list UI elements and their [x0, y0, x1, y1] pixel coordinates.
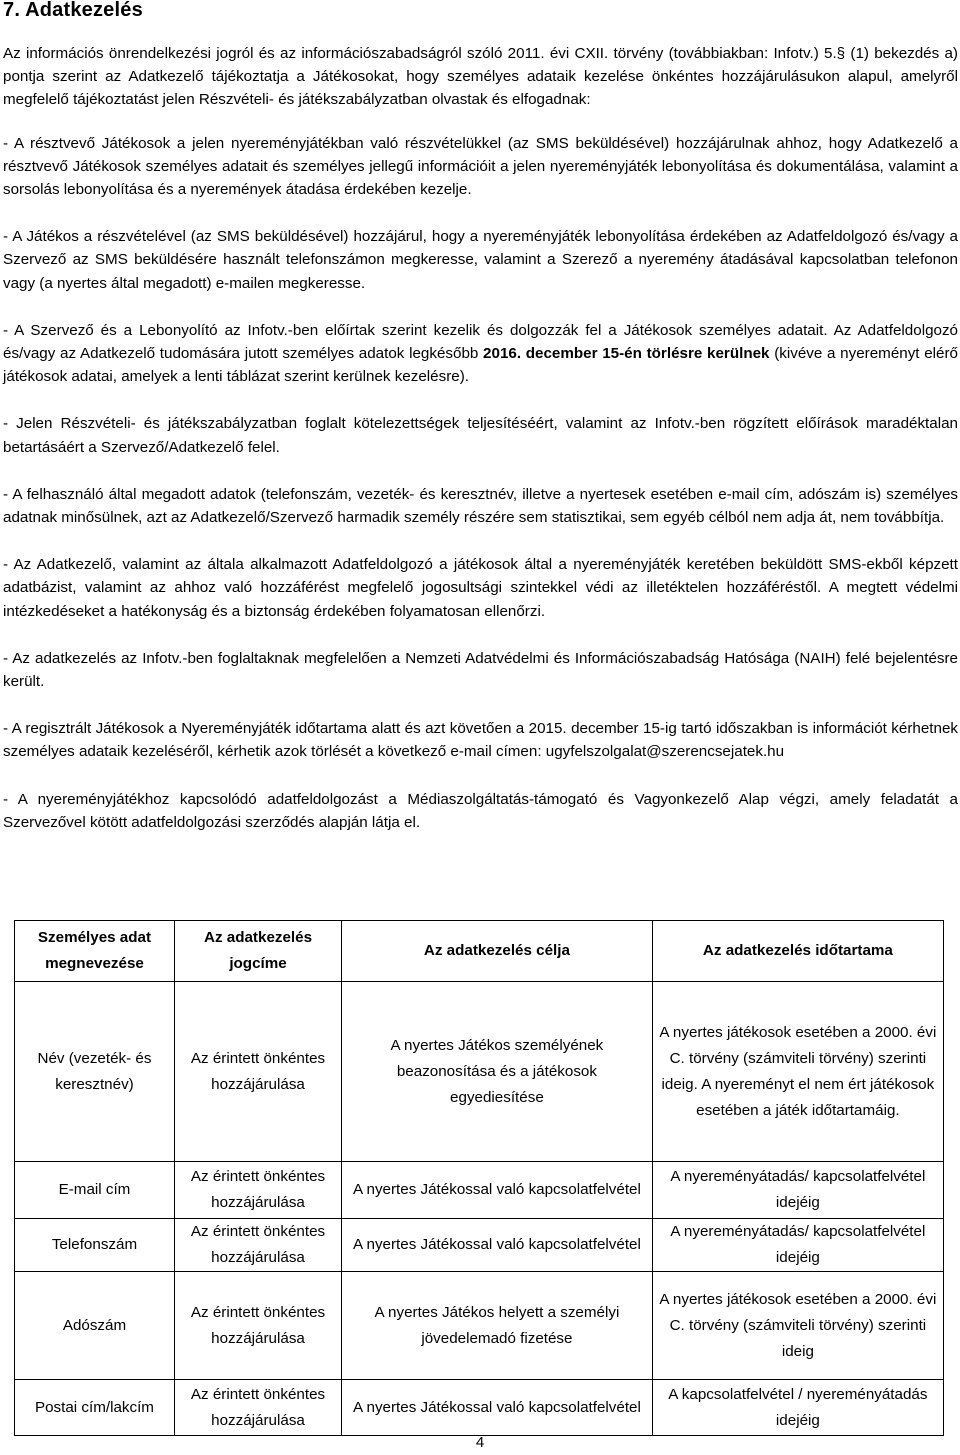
consent-paragraph: - A résztvevő Játékosok a jelen nyereményjátékban való részvételükkel (az SMS beküldésével) hozzájárulnak ahhoz, hogy Adatkezelő a résztvevő Játékosok személyes adatait és személyes jellegű információit a jelen nyereményjáték lebonyolítása és dokumentálása, valamint a sorsolás lebonyolítása és a nyeremények átadása érdekében kezelje.: [3, 134, 958, 199]
responsibility-paragraph: - Jelen Részvételi- és játékszabályzatban foglalt kötelezettségek teljesítéséért, valamint az Infotv.-ben rögzített előírások maradéktalan betartásáért a Szervező/Adatkezelő felel.: [3, 415, 958, 456]
header-data-name: Személyes adat megnevezése: [15, 921, 175, 982]
deletion-text-before: - A Szervező és a Lebonyolító az Infotv.-ben előírtak szerint kezelik és dolgozzák fel a Játékosok személyes adatait. Az Adatfeldolgozó és/vagy az Adatkezelő tudomására jutott személyes adatok legkésőbb: [3, 321, 958, 363]
contact-paragraph: - A Játékos a részvételével (az SMS beküldésével) hozzájárul, hogy a nyereményjáték lebonyolítása érdekében az Adatfeldolgozó és/vagy a Szervező az SMS beküldésére használt telefonszámon megkeresse, valamint a Szerező a nyeremény átadásával kapcsolatban telefonon vagy (a nyertes által megadott) e-mailen megkeresse.: [3, 228, 958, 292]
table-row: [15, 982, 944, 1162]
info-request-paragraph: - A regisztrált Játékosok a Nyereményjáték időtartama alatt és azt követően a 2015. december 15-ig tartó időszakban is információt kérhetnek személyes adataik kezeléséről, kérhetik azok törlését a következő e-mail címen: ugyfelszolgalat@szerencsejatek.hu: [3, 720, 958, 761]
intro-paragraph: Az információs önrendelkezési jogról és az információszabadságról szóló 2011. évi CXII. törvény (továbbiakban: Infotv.) 5.§ (1) bekezdés a) pontja szerint az Adatkezelő tájékoztatja a Játékosokat, hogy személyes adataik kezelése önkéntes hozzájárulásukon alapul, amelyről megfelelő tájékoztatást jelen Részvételi- és játékszabályzatban olvastak és elfogadnak:: [3, 45, 958, 109]
table-cell: Adószám: [15, 1272, 175, 1380]
table-cell: E-mail cím: [15, 1162, 175, 1219]
deletion-date: 2016. december 15-én törlésre kerülnek: [483, 345, 770, 363]
deletion-paragraph: [3, 319, 958, 389]
deletion-text-after: (kivéve a nyereményt elérő játékosok adatai, amelyek a lenti táblázat szerint kerülnek kezelésre).: [3, 345, 958, 386]
table-cell: A kapcsolatfelvétel / nyereményátadás idejéig: [652, 1380, 943, 1436]
table-row: [15, 1162, 944, 1219]
table-row: [15, 1272, 944, 1380]
table-cell: Az érintett önkéntes hozzájárulása: [174, 1380, 341, 1436]
table-row: [15, 1380, 944, 1436]
table-cell: A nyereményátadás/ kapcsolatfelvétel idejéig: [652, 1219, 943, 1272]
table-header-row: [15, 921, 944, 982]
header-duration: Az adatkezelés időtartama: [652, 921, 943, 982]
table-cell: Az érintett önkéntes hozzájárulása: [174, 982, 341, 1162]
naih-paragraph: - Az adatkezelés az Infotv.-ben foglaltaknak megfelelően a Nemzeti Adatvédelmi és Információszabadság Hatósága (NAIH) felé bejelentésre került.: [3, 649, 958, 691]
table-cell: Név (vezeték- és keresztnév): [15, 982, 175, 1162]
table-cell: Postai cím/lakcím: [15, 1380, 175, 1436]
security-paragraph: - Az Adatkezelő, valamint az általa alkalmazott Adatfeldolgozó a játékosok által a nyereményjáték keretében beküldött SMS-ekből képzett adatbázist, valamint az ahhoz való hozzáférést megfelelő jogosultsági szintekkel védi az illetéktelen hozzáféréstől. A megtett védelmi intézkedéseket a hatékonyság és a biztonság érdekében folyamatosan ellenőrzi.: [3, 556, 958, 620]
processor-paragraph: - A nyereményjátékhoz kapcsolódó adatfeldolgozást a Médiaszolgáltatás-támogató és Vagyonkezelő Alap végzi, amely feladatát a Szervezővel kötött adatfeldolgozási szerződés alapján látja el.: [3, 790, 958, 831]
data-sharing-paragraph: - A felhasználó által megadott adatok (telefonszám, vezeték- és keresztnév, illetve a nyertesek esetében e-mail cím, adószám is) személyes adatnak minősülnek, azt az Adatkezelő/Szervező harmadik személy részére sem statisztikai, sem egyéb célból nem adja át, nem továbbítja.: [3, 485, 958, 527]
page-number: 4: [475, 1434, 485, 1451]
table-cell: A nyertes játékosok esetében a 2000. évi C. törvény (számviteli törvény) szerinti ideig: [652, 1272, 943, 1380]
table-cell: A nyertes játékosok esetében a 2000. évi C. törvény (számviteli törvény) szerinti ideig. A nyereményt el nem ért játékosok esetében a játék időtartamáig.: [652, 982, 943, 1162]
data-handling-table: [14, 920, 944, 1436]
header-purpose: Az adatkezelés célja: [342, 921, 653, 982]
table-cell: A nyertes Játékos személyének beazonosítása és a játékosok egyediesítése: [342, 982, 653, 1162]
table-cell: A nyertes Játékossal való kapcsolatfelvétel: [342, 1380, 653, 1436]
table-cell: Az érintett önkéntes hozzájárulása: [174, 1272, 341, 1380]
table-cell: Telefonszám: [15, 1219, 175, 1272]
table-cell: A nyertes Játékossal való kapcsolatfelvétel: [342, 1162, 653, 1219]
table-row: [15, 1219, 944, 1272]
table-cell: A nyereményátadás/ kapcsolatfelvétel idejéig: [652, 1162, 943, 1219]
section-heading: 7. Adatkezelés: [3, 0, 143, 21]
header-legal-basis: Az adatkezelés jogcíme: [174, 921, 341, 982]
table-cell: Az érintett önkéntes hozzájárulása: [174, 1219, 341, 1272]
table-cell: A nyertes Játékos helyett a személyi jövedelemadó fizetése: [342, 1272, 653, 1380]
table-cell: A nyertes Játékossal való kapcsolatfelvétel: [342, 1219, 653, 1272]
table-cell: Az érintett önkéntes hozzájárulása: [174, 1162, 341, 1219]
section-body: [3, 42, 958, 858]
